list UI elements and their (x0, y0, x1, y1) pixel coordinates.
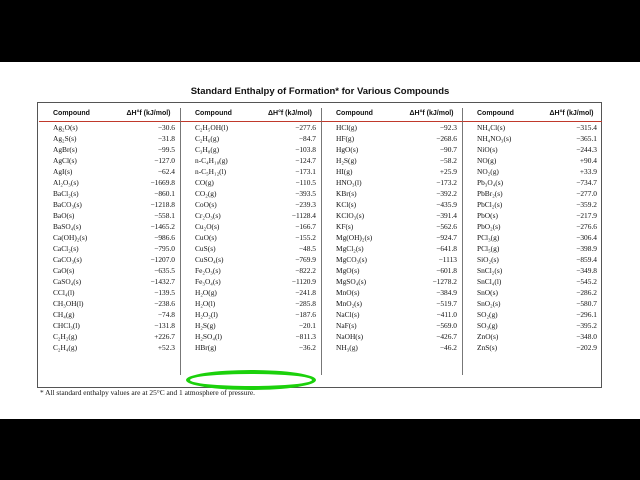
compound-cell: Ag₂O(s) (53, 123, 78, 132)
enthalpy-value-cell: +25.9 (401, 166, 463, 177)
enthalpy-value-cell: −84.7 (259, 133, 322, 144)
enthalpy-value-cell: −74.8 (117, 309, 181, 320)
compound-cell: SnO₂(s) (477, 299, 501, 308)
compound-cell: ZnS(s) (477, 343, 498, 352)
compound-cell: PbO(s) (477, 211, 498, 220)
enthalpy-value-cell: −1465.2 (117, 221, 181, 232)
table-title: Standard Enthalpy of Formation* for Various Compounds (190, 86, 450, 97)
column-header-compound: Compound (322, 108, 401, 122)
compound-cell: HF(g) (336, 134, 355, 143)
enthalpy-value-cell: +52.3 (117, 342, 181, 353)
enthalpy-value-cell: −139.5 (117, 287, 181, 298)
enthalpy-value-cell: −31.8 (117, 133, 181, 144)
compound-cell: CoO(s) (195, 200, 217, 209)
compound-cell: KBr(s) (336, 189, 357, 198)
enthalpy-value-cell: −166.7 (259, 221, 322, 232)
compound-cell: C₂H₆(g) (195, 134, 220, 143)
enthalpy-value-cell: −395.2 (576, 321, 597, 330)
compound-cell: CaCO₃(s) (53, 255, 82, 264)
empty-cell (541, 353, 602, 364)
enthalpy-value-cell: −187.6 (259, 309, 322, 320)
empty-cell (117, 364, 181, 375)
compound-cell: n-C₅H₁₂(l) (195, 167, 227, 176)
compound-cell: CaCl₂(s) (53, 244, 79, 253)
compound-cell: CO₂(g) (195, 189, 217, 198)
enthalpy-value-cell: −286.2 (576, 288, 597, 297)
enthalpy-value-cell: −359.2 (576, 200, 597, 209)
compound-cell: C₂H₅OH(l) (195, 123, 229, 132)
compound-cell: AgCl(s) (53, 156, 77, 165)
enthalpy-value-cell: −268.6 (401, 133, 463, 144)
compound-cell: SnCl₂(s) (477, 266, 503, 275)
compound-cell: NaCl(s) (336, 310, 360, 319)
enthalpy-value-cell: −811.3 (259, 331, 322, 342)
compound-cell: SnO(s) (477, 288, 498, 297)
compound-cell: H₂S(g) (195, 321, 216, 330)
column-header-enthalpy: ΔH°f (kJ/mol) (117, 108, 181, 122)
compound-cell: NaF(s) (336, 321, 357, 330)
compound-cell: H₂O(l) (195, 299, 216, 308)
compound-cell: NH₄NO₃(s) (477, 134, 512, 143)
column-header-compound: Compound (39, 108, 117, 122)
compound-cell: MnO(s) (336, 288, 360, 297)
document-page (0, 62, 640, 419)
enthalpy-value-cell: −1669.8 (117, 177, 181, 188)
compound-cell: C₂H₂(g) (53, 332, 78, 341)
enthalpy-value-cell: −277.6 (259, 122, 322, 133)
enthalpy-value-cell: −241.8 (259, 287, 322, 298)
compound-cell: Mg(OH)₂(s) (336, 233, 373, 242)
enthalpy-value-cell: −276.6 (576, 222, 597, 231)
compound-cell: NO(g) (477, 156, 497, 165)
compound-cell: SO₃(g) (477, 321, 498, 330)
compound-cell: SO₂(g) (477, 310, 498, 319)
compound-cell: Cu₂O(s) (195, 222, 220, 231)
compound-cell: CH₃OH(l) (53, 299, 84, 308)
enthalpy-value-cell: −411.0 (401, 309, 463, 320)
enthalpy-value-cell: −822.2 (259, 265, 322, 276)
enthalpy-value-cell: −392.2 (401, 188, 463, 199)
enthalpy-value-cell: −244.3 (576, 145, 597, 154)
table-footnote: * All standard enthalpy values are at 25°C and 1 atmosphere of pressure. (40, 388, 255, 397)
enthalpy-value-cell: +226.7 (117, 331, 181, 342)
enthalpy-value-cell: −986.6 (117, 232, 181, 243)
enthalpy-value-cell: −562.6 (401, 221, 463, 232)
enthalpy-value-cell: −131.8 (117, 320, 181, 331)
enthalpy-value-cell: −391.4 (401, 210, 463, 221)
enthalpy-value-cell: −110.5 (259, 177, 322, 188)
enthalpy-value-cell: −90.7 (401, 144, 463, 155)
enthalpy-value-cell: −1207.0 (117, 254, 181, 265)
compound-cell: ZnO(s) (477, 332, 499, 341)
compound-cell: CuO(s) (195, 233, 217, 242)
compound-cell: PbO₂(s) (477, 222, 501, 231)
enthalpy-value-cell: −519.7 (401, 298, 463, 309)
enthalpy-value-cell: −769.9 (259, 254, 322, 265)
compound-cell: Al₂O₃(s) (53, 178, 79, 187)
enthalpy-value-cell: −36.2 (259, 342, 322, 353)
enthalpy-value-cell: −277.0 (576, 189, 597, 198)
empty-cell (259, 364, 322, 375)
enthalpy-value-cell: −1113 (401, 254, 463, 265)
compound-cell: MgO(s) (336, 266, 360, 275)
compound-cell: MgSO₄(s) (336, 277, 367, 286)
compound-cell: Ag₂S(s) (53, 134, 77, 143)
compound-cell: HgO(s) (336, 145, 359, 154)
enthalpy-value-cell: −1128.4 (259, 210, 322, 221)
enthalpy-value-cell: +33.9 (579, 167, 597, 176)
compound-cell: AgI(s) (53, 167, 73, 176)
enthalpy-value-cell: −635.5 (117, 265, 181, 276)
compound-cell: CCl₄(l) (53, 288, 75, 297)
enthalpy-value-cell: −173.1 (259, 166, 322, 177)
empty-cell (322, 364, 401, 375)
compound-cell: KF(s) (336, 222, 354, 231)
empty-cell (463, 353, 541, 364)
enthalpy-value-cell: −20.1 (259, 320, 322, 331)
empty-cell (39, 364, 117, 375)
compound-cell: SnCl₄(l) (477, 277, 502, 286)
enthalpy-value-cell: −30.6 (117, 122, 181, 133)
compound-cell: C₃H₈(g) (195, 145, 220, 154)
enthalpy-value-cell: −545.2 (576, 277, 597, 286)
enthalpy-value-cell: −924.7 (401, 232, 463, 243)
compound-cell: NH₄Cl(s) (477, 123, 506, 132)
enthalpy-value-cell: −1432.7 (117, 276, 181, 287)
empty-cell (322, 353, 401, 364)
compound-cell: NH₃(g) (336, 343, 358, 352)
compound-cell: Pb₃O₄(s) (477, 178, 504, 187)
compound-cell: HNO₃(l) (336, 178, 362, 187)
compound-cell: Ca(OH)₂(s) (53, 233, 88, 242)
compound-cell: Fe₂O₃(s) (195, 266, 221, 275)
enthalpy-value-cell: −315.4 (576, 123, 597, 132)
table-grid (39, 108, 601, 375)
enthalpy-value-cell: −239.3 (259, 199, 322, 210)
enthalpy-value-cell: −641.8 (401, 243, 463, 254)
enthalpy-value-cell: −1218.8 (117, 199, 181, 210)
compound-cell: CuSO₄(s) (195, 255, 224, 264)
compound-cell: NiO(s) (477, 145, 498, 154)
compound-cell: BaSO₄(s) (53, 222, 82, 231)
compound-cell: C₂H₄(g) (53, 343, 78, 352)
compound-cell: CaSO₄(s) (53, 277, 82, 286)
empty-cell (541, 364, 602, 375)
enthalpy-value-cell: −859.4 (576, 255, 597, 264)
compound-cell: PCl₃(g) (477, 233, 500, 242)
compound-cell: BaCO₃(s) (53, 200, 82, 209)
compound-cell: CHCl₃(l) (53, 321, 80, 330)
compound-cell: Fe₃O₄(s) (195, 277, 221, 286)
empty-cell (181, 353, 259, 364)
compound-cell: CuS(s) (195, 244, 216, 253)
compound-cell: KClO₃(s) (336, 211, 365, 220)
enthalpy-value-cell: −365.1 (576, 134, 597, 143)
enthalpy-value-cell: −435.9 (401, 199, 463, 210)
enthalpy-value-cell: −155.2 (259, 232, 322, 243)
enthalpy-value-cell: −92.3 (401, 122, 463, 133)
enthalpy-value-cell: −569.0 (401, 320, 463, 331)
compound-cell: H₂O(g) (195, 288, 217, 297)
compound-cell: PbCl₂(s) (477, 200, 503, 209)
enthalpy-value-cell: −349.8 (576, 266, 597, 275)
compound-cell: Cr₂O₃(s) (195, 211, 221, 220)
enthalpy-value-cell: −348.0 (576, 332, 597, 341)
column-header-enthalpy: ΔH°f (kJ/mol) (259, 108, 322, 122)
enthalpy-table (37, 102, 602, 388)
column-header-compound: Compound (181, 108, 259, 122)
compound-cell: AgBr(s) (53, 145, 78, 154)
enthalpy-value-cell: +90.4 (579, 156, 597, 165)
compound-cell: CO(g) (195, 178, 214, 187)
compound-cell: H₂O₂(l) (195, 310, 218, 319)
compound-cell: H₂SO₄(l) (195, 332, 222, 341)
enthalpy-value-cell: −393.5 (259, 188, 322, 199)
enthalpy-value-cell: −384.9 (401, 287, 463, 298)
enthalpy-value-cell: −558.1 (117, 210, 181, 221)
empty-cell (181, 364, 259, 375)
enthalpy-value-cell: −217.9 (576, 211, 597, 220)
enthalpy-value-cell: −398.9 (576, 244, 597, 253)
compound-cell: SiO₂(s) (477, 255, 499, 264)
empty-cell (259, 353, 322, 364)
compound-cell: HI(g) (336, 167, 353, 176)
compound-cell: PbBr₂(s) (477, 189, 503, 198)
enthalpy-value-cell: −124.7 (259, 155, 322, 166)
empty-cell (401, 353, 463, 364)
enthalpy-value-cell: −426.7 (401, 331, 463, 342)
column-header-enthalpy: ΔH°f (kJ/mol) (541, 108, 602, 122)
compound-cell: CaO(s) (53, 266, 75, 275)
enthalpy-value-cell: −173.2 (401, 177, 463, 188)
enthalpy-value-cell: −734.7 (576, 178, 597, 187)
enthalpy-value-cell: −1278.2 (401, 276, 463, 287)
enthalpy-value-cell: −127.0 (117, 155, 181, 166)
compound-cell: CH₄(g) (53, 310, 75, 319)
empty-cell (117, 353, 181, 364)
compound-cell: MnO₂(s) (336, 299, 362, 308)
enthalpy-value-cell: −601.8 (401, 265, 463, 276)
compound-cell: PCl₅(g) (477, 244, 500, 253)
enthalpy-value-cell: −46.2 (401, 342, 463, 353)
empty-cell (401, 364, 463, 375)
enthalpy-value-cell: −103.8 (259, 144, 322, 155)
empty-cell (39, 353, 117, 364)
enthalpy-value-cell: −48.5 (259, 243, 322, 254)
column-header-compound: Compound (463, 108, 541, 122)
enthalpy-value-cell: −1120.9 (259, 276, 322, 287)
enthalpy-value-cell: −58.2 (401, 155, 463, 166)
compound-cell: MgCO₃(s) (336, 255, 367, 264)
compound-cell: NaOH(s) (336, 332, 364, 341)
compound-cell: n-C₄H₁₀(g) (195, 156, 228, 165)
compound-cell: BaCl₂(s) (53, 189, 79, 198)
compound-cell: BaO(s) (53, 211, 75, 220)
empty-cell (463, 364, 541, 375)
compound-cell: HCl(g) (336, 123, 357, 132)
compound-cell: H₂S(g) (336, 156, 357, 165)
enthalpy-value-cell: −99.5 (117, 144, 181, 155)
enthalpy-value-cell: −202.9 (576, 343, 597, 352)
enthalpy-value-cell: −306.4 (576, 233, 597, 242)
column-header-enthalpy: ΔH°f (kJ/mol) (401, 108, 463, 122)
enthalpy-value-cell: −580.7 (576, 299, 597, 308)
enthalpy-value-cell: −860.1 (117, 188, 181, 199)
enthalpy-value-cell: −795.0 (117, 243, 181, 254)
compound-cell: KCl(s) (336, 200, 357, 209)
enthalpy-value-cell: −62.4 (117, 166, 181, 177)
enthalpy-value-cell: −238.6 (117, 298, 181, 309)
compound-cell: HBr(g) (195, 343, 217, 352)
enthalpy-value-cell: −285.8 (259, 298, 322, 309)
compound-cell: NO₂(g) (477, 167, 499, 176)
enthalpy-value-cell: −296.1 (576, 310, 597, 319)
compound-cell: MgCl₂(s) (336, 244, 364, 253)
